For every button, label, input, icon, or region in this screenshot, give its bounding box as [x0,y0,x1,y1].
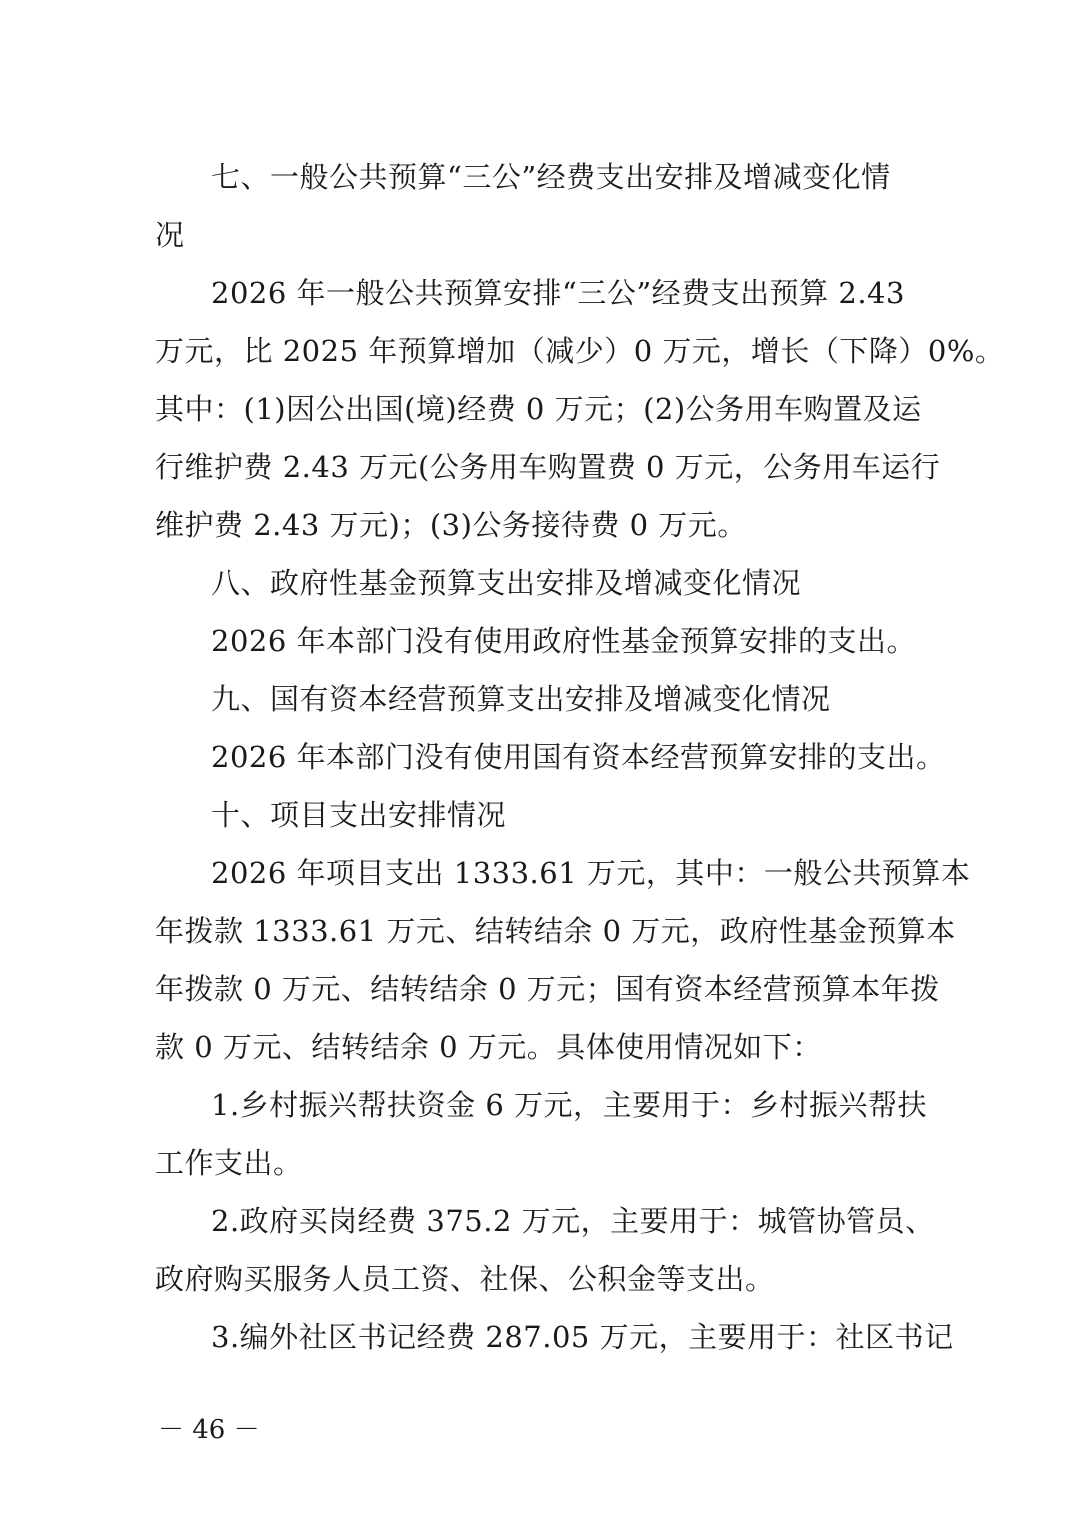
paragraph-line: 年拨款 1333.61 万元、结转结余 0 万元，政府性基金预算本 [155,914,956,948]
paragraph-line: 其中：(1)因公出国(境)经费 0 万元；(2)公务用车购置及运 [155,392,922,426]
list-item-3: 3.编外社区书记经费 287.05 万元，主要用于：社区书记 [211,1320,954,1354]
list-item-2-continued: 政府购买服务人员工资、社保、公积金等支出。 [155,1262,775,1296]
paragraph-line: 年拨款 0 万元、结转结余 0 万元；国有资本经营预算本年拨 [155,972,940,1006]
paragraph-line: 万元，比 2025 年预算增加（减少）0 万元，增长（下降）0%。 [155,334,1005,368]
list-item-2: 2.政府买岗经费 375.2 万元，主要用于：城管协管员、 [211,1204,935,1238]
list-item-1: 1.乡村振兴帮扶资金 6 万元，主要用于：乡村振兴帮扶 [211,1088,928,1122]
section-heading-ten: 十、项目支出安排情况 [211,798,507,832]
paragraph-line: 2026 年一般公共预算安排“三公”经费支出预算 2.43 [211,276,905,310]
paragraph-line: 行维护费 2.43 万元(公务用车购置费 0 万元，公务用车运行 [155,450,941,484]
paragraph-line: 2026 年本部门没有使用国有资本经营预算安排的支出。 [211,740,946,774]
paragraph-line: 2026 年本部门没有使用政府性基金预算安排的支出。 [211,624,917,658]
paragraph-line: 维护费 2.43 万元)；(3)公务接待费 0 万元。 [155,508,747,542]
section-heading-seven-continued: 况 [155,218,185,252]
page-number: － 46 － [158,1415,260,1445]
list-item-1-continued: 工作支出。 [155,1146,303,1180]
paragraph-line: 2026 年项目支出 1333.61 万元，其中：一般公共预算本 [211,856,971,890]
paragraph-line: 款 0 万元、结转结余 0 万元。具体使用情况如下： [155,1030,822,1064]
section-heading-seven: 七、一般公共预算“三公”经费支出安排及增减变化情 [211,160,891,194]
section-heading-eight: 八、政府性基金预算支出安排及增减变化情况 [211,566,802,600]
document-body [155,148,1005,1366]
section-heading-nine: 九、国有资本经营预算支出安排及增减变化情况 [211,682,831,716]
